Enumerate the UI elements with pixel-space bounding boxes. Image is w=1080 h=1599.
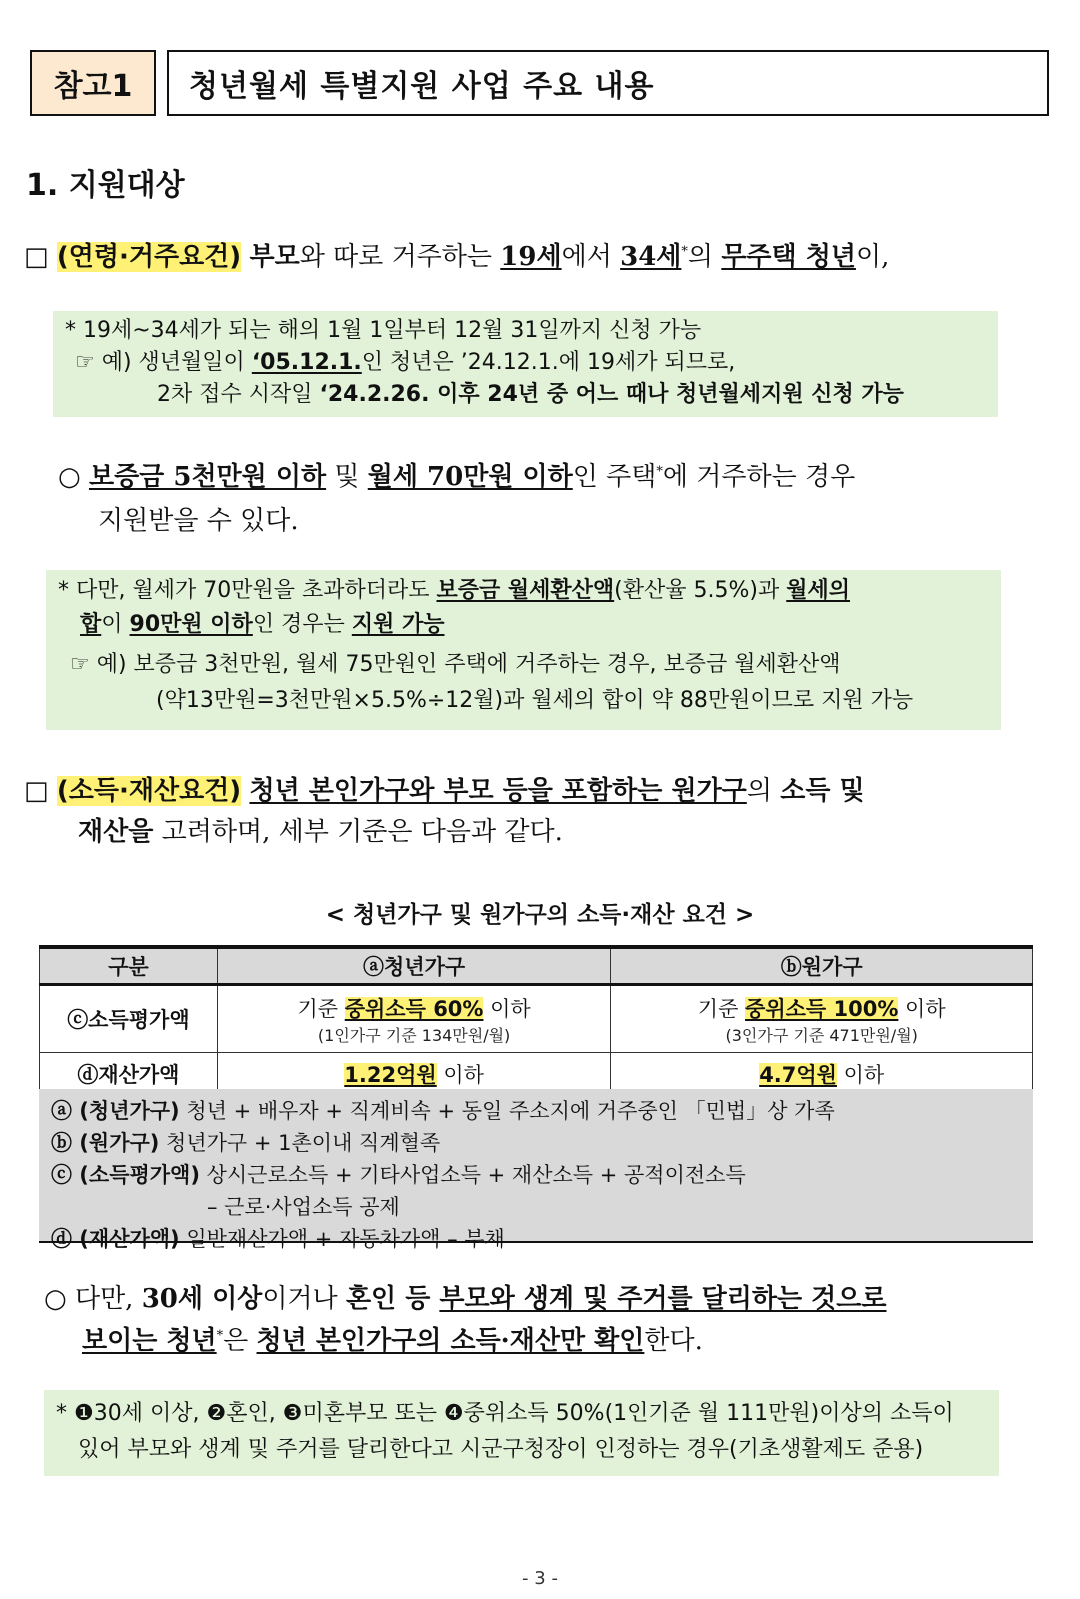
deposit-note-box xyxy=(46,570,1001,730)
exc-note-l1d: 미혼부모 또는 xyxy=(302,1401,444,1426)
youth-income-note: (1인가구 기준 134만원/월) xyxy=(317,1025,511,1045)
deposit-note-l1a: * 다만, 월세가 70만원을 초과하더라도 xyxy=(58,578,437,603)
definition-d xyxy=(51,1223,1021,1255)
age-t4: 에서 xyxy=(561,242,621,272)
age-t2: 와 따로 거주하는 xyxy=(299,242,501,272)
income-t2: 의 xyxy=(746,776,781,806)
section-heading: 1. 지원대상 xyxy=(26,168,185,203)
exception-note-line1 xyxy=(56,1396,999,1432)
exc-sup: * xyxy=(216,1328,224,1344)
circled-two-icon: ❷ xyxy=(206,1401,227,1426)
age-t5: 34세 xyxy=(620,242,682,272)
definitions-box xyxy=(39,1089,1033,1251)
age-t6: 의 xyxy=(687,242,722,272)
def-d-text: 일반재산가액 + 자동차가액 – 부채 xyxy=(179,1227,505,1251)
deposit-note-l2a: 합 xyxy=(80,612,102,637)
age-note-line1: * 19세~34세가 되는 해의 1월 1일부터 12월 31일까지 신청 가능 xyxy=(65,318,702,343)
youth-assets-hl: 1.22억원 xyxy=(344,1063,437,1087)
deposit-note-line1 xyxy=(58,574,1001,608)
age-note-l3a: 2차 접수 시작일 xyxy=(157,382,320,407)
youth-income-pre: 기준 xyxy=(297,996,345,1021)
exc-note-l1b: 30세 이상, xyxy=(93,1401,207,1426)
age-t3: 19세 xyxy=(500,242,562,272)
deposit-t3: 월세 70만원 이하 xyxy=(367,462,573,492)
exception-note-box xyxy=(44,1390,999,1476)
origin-assets-post: 이하 xyxy=(836,1063,885,1087)
age-note-l2c: 인 청년은 ’24.12.1.에 19세가 되므로, xyxy=(361,350,736,375)
exc-t4: 혼인 등 xyxy=(345,1284,440,1314)
table-header-origin: ⓑ원가구 xyxy=(611,947,1033,985)
exc-l2d: 한다. xyxy=(644,1326,703,1356)
deposit-note-line2 xyxy=(58,608,1001,642)
age-t1: 부모 xyxy=(249,242,300,272)
income-l2a: 재산을 xyxy=(78,817,154,847)
income-t1: 청년 본인가구와 부모 등을 포함하는 원가구 xyxy=(249,776,747,806)
def-b-text: 청년가구 + 1촌이내 직계혈족 xyxy=(159,1131,441,1155)
age-t7: 무주택 청년 xyxy=(721,242,856,272)
youth-assets-post: 이하 xyxy=(436,1063,484,1087)
deposit-t1: 보증금 5천만원 이하 xyxy=(88,462,327,492)
page-title: 청년월세 특별지원 사업 주요 내용 xyxy=(167,50,1049,116)
row-label-assets: ⓓ재산가액 xyxy=(40,1053,218,1096)
definition-a xyxy=(51,1095,1021,1127)
page-number: - 3 - xyxy=(522,1568,558,1589)
income-label: (소득·재산요건) xyxy=(56,776,242,806)
def-a-key: ⓐ (청년가구) xyxy=(51,1099,180,1123)
exception-paragraph xyxy=(44,1278,887,1315)
age-note-line3 xyxy=(65,379,998,411)
circled-three-icon: ❸ xyxy=(282,1401,303,1426)
exception-note-line2: 있어 부모와 생계 및 주거를 달리한다고 시군구청장이 인정하는 경우(기초생활제도 준용) xyxy=(78,1437,924,1462)
cell-origin-income xyxy=(611,985,1033,1053)
deposit-note-l2b: 이 xyxy=(101,612,130,637)
youth-income-hl: 중위소득 60% xyxy=(344,996,484,1021)
income-l2b: 고려하며, 세부 기준은 다음과 같다. xyxy=(153,817,563,847)
deposit-t4: 인 주택 xyxy=(572,462,657,492)
table-header-youth: ⓐ청년가구 xyxy=(217,947,611,985)
age-note-line2 xyxy=(65,347,998,379)
deposit-note-l1b: 보증금 월세환산액 xyxy=(436,578,615,603)
age-note-box xyxy=(53,311,998,417)
origin-income-post: 이하 xyxy=(898,996,946,1021)
age-note-l2a: ☞ 예) 생년월일이 xyxy=(75,350,252,375)
deposit-note-l2d: 인 경우는 xyxy=(252,612,352,637)
requirements-table xyxy=(39,945,1033,1096)
bullet-icon: ○ xyxy=(58,462,81,492)
exc-note-l1e: 중위소득 50%(1인기준 월 111만원)이상의 소득이 xyxy=(463,1401,954,1426)
exc-t3: 이거나 xyxy=(262,1284,346,1314)
exc-l2a: 보이는 청년 xyxy=(82,1326,217,1356)
exc-t5: 부모와 생계 및 주거를 달리하는 것으로 xyxy=(439,1284,887,1314)
income-requirement xyxy=(24,770,865,807)
def-d-key: ⓓ (재산가액) xyxy=(51,1227,180,1251)
age-requirement xyxy=(24,236,889,273)
deposit-t2: 및 xyxy=(326,462,368,492)
def-b-key: ⓑ (원가구) xyxy=(51,1131,160,1155)
def-c-text: 상시근로소득 + 기타사업소득 + 재산소득 + 공적이전소득 xyxy=(199,1163,746,1187)
exc-l2c: 청년 본인가구의 소득·재산만 확인 xyxy=(256,1326,645,1356)
exc-l2b: 은 xyxy=(223,1326,257,1356)
exc-note-l1c: 혼인, xyxy=(226,1401,283,1426)
table-header-row xyxy=(40,947,1033,985)
deposit-note-l2c: 90만원 이하 xyxy=(129,612,253,637)
origin-income-note: (3인가구 기준 471만원/월) xyxy=(725,1025,918,1045)
exception-line2 xyxy=(82,1320,703,1357)
checkbox-icon: □ xyxy=(24,242,49,272)
deposit-note-line4: (약13만원=3천만원×5.5%÷12월)과 월세의 합이 약 88만원이므로 지원 가능 xyxy=(156,688,914,713)
def-c-key: ⓒ (소득평가액) xyxy=(51,1163,200,1187)
table-header-category: 구분 xyxy=(40,947,218,985)
youth-income-post: 이하 xyxy=(483,996,531,1021)
def-a-text: 청년 + 배우자 + 직계비속 + 동일 주소지에 거주중인 「민법」상 가족 xyxy=(179,1099,835,1123)
definition-c-cont: – 근로·사업소득 공제 xyxy=(207,1195,400,1219)
table-caption: < 청년가구 및 원가구의 소득·재산 요건 > xyxy=(325,902,755,928)
definition-c xyxy=(51,1159,1021,1191)
income-line2 xyxy=(78,811,563,848)
deposit-sup: * xyxy=(656,464,663,480)
age-label: (연령·거주요건) xyxy=(56,242,242,272)
definition-b xyxy=(51,1127,1021,1159)
age-note-l3b: ‘24.2.26. 이후 24년 중 어느 때나 청년월세지원 신청 가능 xyxy=(319,382,904,407)
deposit-note-l2e: 지원 가능 xyxy=(351,612,445,637)
income-t3: 소득 및 xyxy=(780,776,865,806)
origin-assets-hl: 4.7억원 xyxy=(759,1063,837,1087)
origin-income-pre: 기준 xyxy=(697,996,746,1021)
age-note-l2b: ‘05.12.1. xyxy=(251,350,362,375)
age-t8: 이, xyxy=(855,242,890,272)
circled-four-icon: ❹ xyxy=(443,1401,464,1426)
exc-note-l1a: * xyxy=(56,1401,74,1426)
deposit-note-line3: ☞ 예) 보증금 3천만원, 월세 75만원인 주택에 거주하는 경우, 보증금 월세환산액 xyxy=(70,652,841,677)
age-sup: * xyxy=(681,244,688,260)
exc-t2: 30세 이상 xyxy=(141,1284,263,1314)
deposit-line2: 지원받을 수 있다. xyxy=(98,506,299,536)
deposit-note-l1c: (환산율 5.5%)과 xyxy=(614,578,787,603)
checkbox-icon: □ xyxy=(24,776,49,806)
deposit-requirement xyxy=(58,456,855,493)
table-row xyxy=(40,985,1033,1053)
row-label-income: ⓒ소득평가액 xyxy=(40,985,218,1053)
origin-income-hl: 중위소득 100% xyxy=(745,996,899,1021)
bullet-icon: ○ xyxy=(44,1284,67,1314)
deposit-note-l1d: 월세의 xyxy=(786,578,850,603)
exc-t1: 다만, xyxy=(74,1284,142,1314)
cell-youth-income xyxy=(217,985,611,1053)
deposit-t5: 에 거주하는 경우 xyxy=(662,462,856,492)
circled-one-icon: ❶ xyxy=(74,1401,94,1426)
reference-tag: 참고1 xyxy=(30,50,156,116)
